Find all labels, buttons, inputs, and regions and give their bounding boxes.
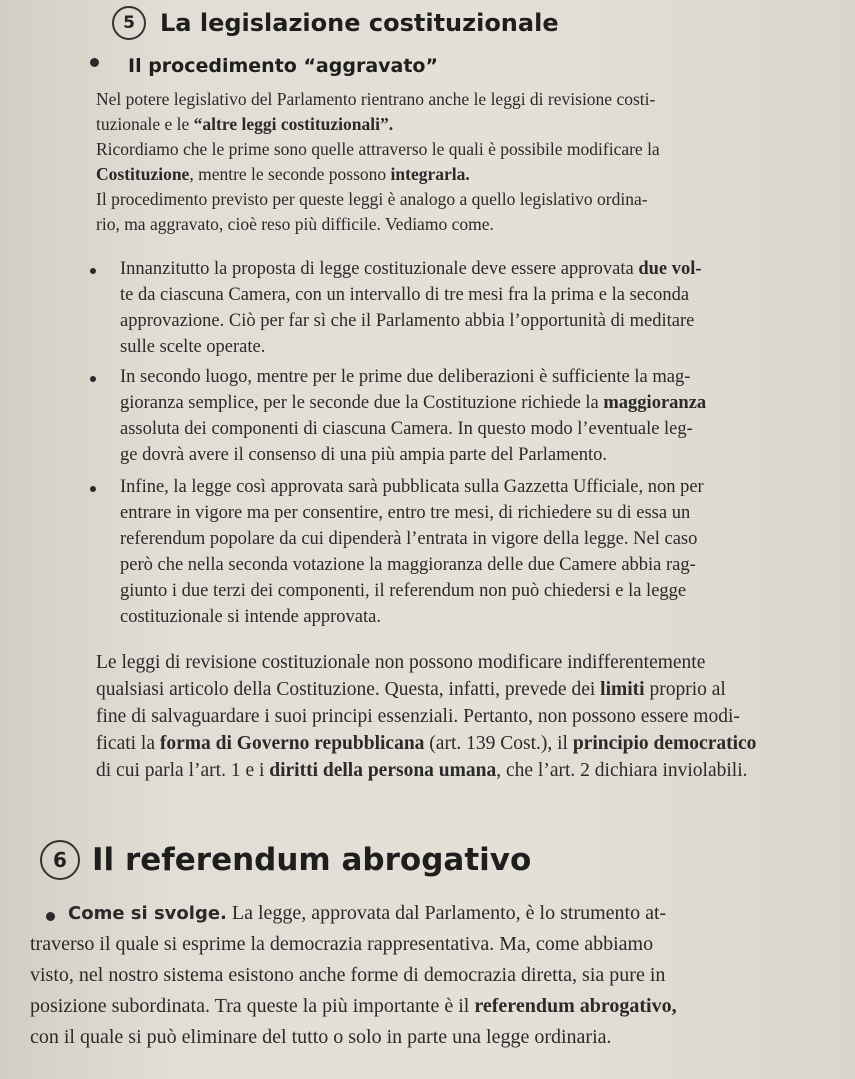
text-line: tuzionale e le “altre leggi costituzionali”. (96, 114, 394, 134)
text-line: assoluta dei componenti di ciascuna Camera. In questo modo l’eventuale leg- (120, 419, 693, 439)
text-line: con il quale si può eliminare del tutto o solo in parte una legge ordinaria. (30, 1026, 612, 1048)
text-line: posizione subordinata. Tra queste la più importante è il referendum abrogativo, (30, 995, 677, 1017)
text-line: Le leggi di revisione costituzionale non possono modificare indifferentemente (96, 652, 706, 673)
text-line: però che nella seconda votazione la maggioranza delle due Camere abbia rag- (120, 555, 696, 575)
section-5-heading (112, 6, 559, 40)
section-number-badge: 5 (112, 6, 146, 40)
section-6-heading (40, 840, 531, 880)
text-line: Ricordiamo che le prime sono quelle attraverso le quali è possibile modificare la (96, 139, 660, 159)
text-line: sulle scelte operate. (120, 337, 266, 357)
text-line: fine di salvaguardare i suoi principi essenziali. Pertanto, non possono essere modi- (96, 706, 740, 727)
text-line: visto, nel nostro sistema esistono anche forme di democrazia diretta, sia pure in (30, 964, 666, 986)
text-line: traverso il quale si esprime la democrazia rappresentativa. Ma, come abbiamo (30, 933, 654, 955)
text-line: referendum popolare da cui dipenderà l’entrata in vigore della legge. Nel caso (120, 529, 698, 549)
bullet-icon (90, 58, 99, 67)
list-bullet-icon (90, 376, 96, 382)
text-line: gioranza semplice, per le seconde due la Costituzione richiede la maggioranza (120, 393, 707, 413)
text-line: Costituzione, mentre le seconde possono integrarla. (96, 164, 470, 184)
bullet-icon (46, 912, 55, 921)
text-line: costituzionale si intende approvata. (120, 607, 381, 627)
text-line: rio, ma aggravato, cioè reso più difficile. Vediamo come. (96, 214, 494, 234)
text-line: di cui parla l’art. 1 e i diritti della persona umana, che l’art. 2 dichiara inviolabili. (96, 760, 748, 781)
section-title: Il referendum abrogativo (92, 842, 532, 878)
section-number-badge: 6 (40, 840, 80, 880)
text-line: In secondo luogo, mentre per le prime due deliberazioni è sufficiente la mag- (120, 367, 691, 387)
text-line: giunto i due terzi dei componenti, il referendum non può chiedersi e la legge (120, 581, 687, 601)
text-line: approvazione. Ciò per far sì che il Parlamento abbia l’opportunità di meditare (120, 311, 695, 331)
text-line: Innanzitutto la proposta di legge costituzionale deve essere approvata due vol- (120, 259, 702, 279)
section-title: La legislazione costituzionale (160, 9, 559, 37)
list-bullet-icon (90, 486, 96, 492)
list-bullet-icon (90, 268, 96, 274)
text-line: Nel potere legislativo del Parlamento rientrano anche le leggi di revisione costi- (96, 89, 656, 109)
subsection-title: Il procedimento “aggravato” (128, 55, 438, 77)
text-line: te da ciascuna Camera, con un intervallo di tre mesi fra la prima e la seconda (120, 285, 690, 305)
text-line: Il procedimento previsto per queste leggi è analogo a quello legislativo ordina- (96, 189, 648, 209)
text-line: entrare in vigore ma per consentire, entro tre mesi, di richiedere su di essa un (120, 503, 691, 523)
text-line: ge dovrà avere il consenso di una più ampia parte del Parlamento. (120, 445, 607, 465)
text-line: Infine, la legge così approvata sarà pubblicata sulla Gazzetta Ufficiale, non per (120, 477, 704, 497)
text-line: Come si svolge. La legge, approvata dal Parlamento, è lo strumento at- (68, 902, 667, 924)
text-line: ficati la forma di Governo repubblicana (art. 139 Cost.), il principio democratico (96, 733, 757, 754)
text-line: qualsiasi articolo della Costituzione. Questa, infatti, prevede dei limiti proprio al (96, 679, 726, 700)
